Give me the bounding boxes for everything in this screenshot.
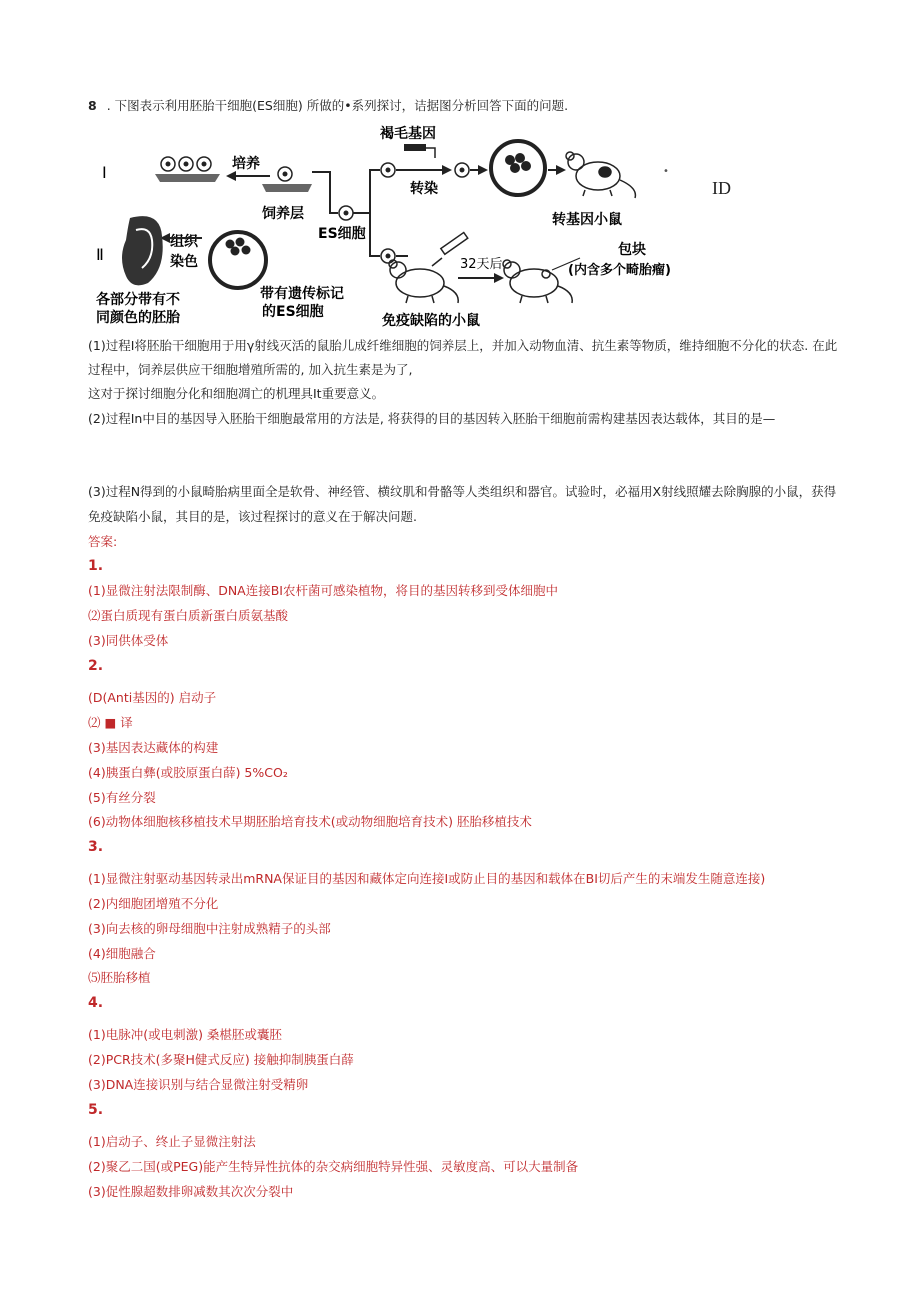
answer-5-3: (3)促性腺超数排卵减数其次次分裂中 xyxy=(88,1184,294,1199)
es-cell-label: ES细胞 xyxy=(318,226,366,242)
answers-label: 答案: xyxy=(88,534,118,549)
brown-gene-label: 褐毛基因 xyxy=(380,126,436,142)
answer-3-2: (2)内细胞团增殖不分化 xyxy=(88,896,219,911)
lump-label: 包块 xyxy=(618,242,646,258)
marked-es-label-2: 的ES细胞 xyxy=(262,304,324,320)
answer-4-1: (1)电脉冲(或电刺激) 桑椹胚或囊胚 xyxy=(88,1027,282,1042)
answer-5-1: (1)启动子、终止子显微注射法 xyxy=(88,1134,256,1149)
answer-4-3: (3)DNA连接识别与结合显微注射受精卵 xyxy=(88,1077,309,1092)
transfect-label: 转染 xyxy=(410,181,438,197)
answer-2-1: (D(Anti基因的) 启动子 xyxy=(88,690,217,705)
answer-1-1: (1)显微注射法限制酶、DNA连接BI农杆菌可感染植物，将目的基因转移到受体细胞中 xyxy=(88,583,558,598)
answer-2-3: (3)基因表达藏体的构建 xyxy=(88,740,219,755)
immune-deficient-mouse xyxy=(389,260,458,303)
subquestion-3a: (3)过程N得到的小鼠畸胎病里面全是软骨、神经管、横纹肌和骨骼等人类组织和器官。试验时，必福用X射线照耀去除胸腺的小鼠，获得 xyxy=(88,484,837,499)
feeder-label: 饲养层 xyxy=(262,206,304,222)
side-id: ID xyxy=(712,178,731,198)
lump-desc-label: (内含多个畸胎瘤) xyxy=(568,263,671,278)
embryo xyxy=(122,216,163,285)
question-number: 8 xyxy=(88,98,97,113)
subquestion-3b: 免疫缺陷小鼠，其目的是，该过程探讨的意义在于解决问题. xyxy=(88,509,417,524)
answer-number-1: 1. xyxy=(88,558,104,574)
answer-3-1: (1)显微注射驱动基因转录出mRNA保证目的基因和藏体定向连接I或防止目的基因和载体在BI切后产生的末端发生随意连接) xyxy=(88,871,766,886)
answer-number-5: 5. xyxy=(88,1102,104,1118)
answer-3-5: ⑸胚胎移植 xyxy=(88,970,151,985)
answer-number-4: 4. xyxy=(88,995,104,1011)
days-label: 32天后 xyxy=(460,257,503,272)
culture-label: 培养 xyxy=(232,156,260,172)
tissue-stain-label-2: 染色 xyxy=(170,254,198,270)
subquestion-2: (2)过程In中目的基因导入胚胎干细胞最常用的方法是, 将获得的目的基因转入胚胎干细胞前需构建基因表达载体，其目的是— xyxy=(88,411,776,426)
answer-1-3: (3)同供体受体 xyxy=(88,633,169,648)
cultured-cells xyxy=(155,157,220,182)
answer-number-2: 2. xyxy=(88,658,104,674)
answer-2-4: (4)胰蛋白彝(或胶原蛋白薛) 5%CO₂ xyxy=(88,765,288,780)
transgenic-mouse xyxy=(566,152,635,198)
embryo-label-2: 同颜色的胚胎 xyxy=(96,310,180,326)
answer-5-2: (2)聚乙二国(或PEG)能产生特异性抗体的杂交病细胞特异性强、灵敏度高、可以大量制备 xyxy=(88,1159,579,1174)
es-cell-figure xyxy=(90,118,710,333)
question-header xyxy=(88,96,568,114)
answer-3-3: (3)向去核的卵母细胞中注射成熟精子的头部 xyxy=(88,921,331,936)
tissue-stain-label-1: 组织 xyxy=(170,234,198,250)
embryo-label-1: 各部分带有不 xyxy=(96,292,180,308)
subquestion-1b: 过程中，饲养层供应干细胞增殖所需的, 加入抗生素是为了, xyxy=(88,362,413,377)
question-text: . 下图表示利用胚胎干细胞(ES细胞) 所做的•系列探讨，诘据图分析回答下面的问题. xyxy=(106,98,569,113)
answer-number-3: 3. xyxy=(88,839,104,855)
answer-2-6: (6)动物体细胞核移植技术早期胚胎培育技术(或动物细胞培育技术) 胚胎移植技术 xyxy=(88,814,532,829)
subquestion-1c: 这对于探讨细胞分化和细胞凋亡的机理具It重要意义。 xyxy=(88,386,385,401)
answer-3-4: (4)细胞融合 xyxy=(88,946,156,961)
immune-mouse-label: 免疫缺陷的小鼠 xyxy=(382,313,480,329)
mouse-with-tumor xyxy=(503,260,572,303)
answer-2-5: (5)有丝分裂 xyxy=(88,790,156,805)
answer-1-2: ⑵蛋白质现有蛋白质新蛋白质氨基酸 xyxy=(88,608,289,623)
row-label-i: I xyxy=(102,163,107,182)
feeder-cell xyxy=(262,167,312,192)
answer-4-2: (2)PCR技术(多聚H健式反应) 接触抑制胰蛋白薛 xyxy=(88,1052,354,1067)
subquestion-1a: (1)过程I将胚胎干细胞用于用γ射线灭活的鼠胎儿成纤维细胞的饲养层上，并加入动物血清、抗生素等物质，维持细胞不分化的状态. 在此 xyxy=(88,338,838,353)
transgenic-mouse-label: 转基因小鼠 xyxy=(552,212,622,228)
side-dot: • xyxy=(663,166,669,177)
marked-es-label-1: 带有遗传标记 xyxy=(260,286,344,302)
row-label-ii: Ⅱ xyxy=(96,245,104,264)
answer-2-2: ⑵ ■ 译 xyxy=(88,715,133,730)
